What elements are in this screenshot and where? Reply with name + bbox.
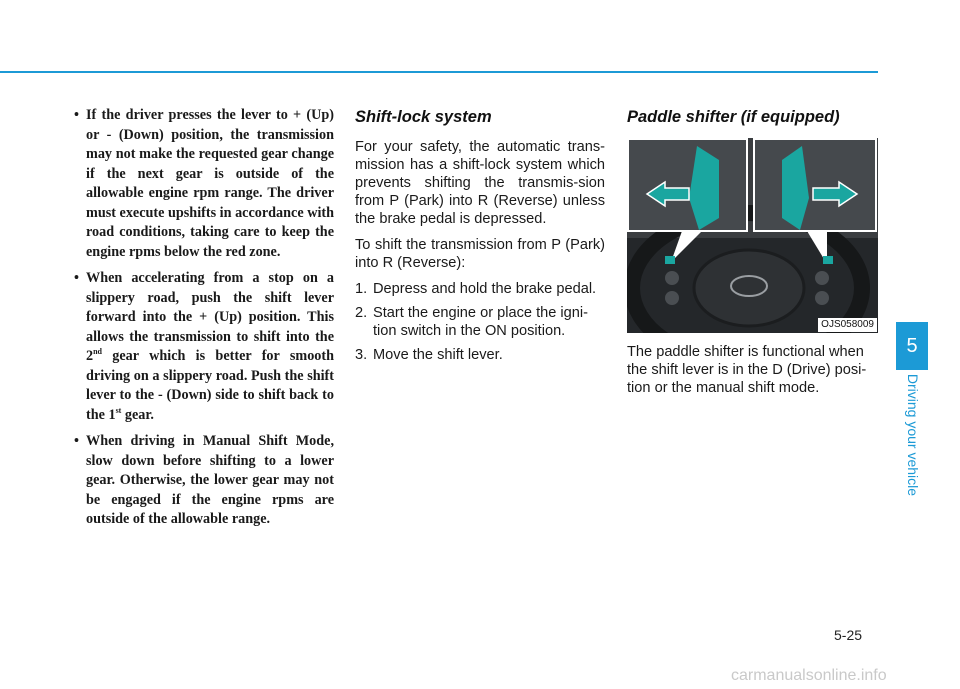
bullet-item [72, 269, 334, 425]
page-number: 5-25 [834, 627, 863, 643]
bullet-text: When driving in Manual Shift Mode, slow down before shifting to a lower gear. Otherwise, the lower gear may not be engaged if the engine rpms are outside of the allowable range. [86, 433, 334, 527]
step-number: 3. [355, 347, 368, 363]
step-text: Depress and hold the brake pedal. [373, 281, 597, 297]
bullet-text: gear which is better for smooth driving on a slippery road. Push the shift lever to the - (Down) side to shift back to the 1 [86, 348, 334, 423]
watermark: carmanualsonline.info [731, 667, 887, 684]
section-heading: Shift-lock system [355, 108, 492, 126]
chapter-title-vertical [903, 375, 923, 500]
bullet-text: gear. [121, 406, 154, 423]
bullet-text: When accelerating from a stop on a slippery road, push the shift lever forward into the + (Up) position. This allows the transmission to shift into the 2 [86, 270, 334, 364]
ordinal-suffix: st [115, 405, 122, 415]
section-heading: Paddle shifter (if equipped) [627, 108, 840, 126]
step-number: 1. [355, 281, 368, 297]
steering-wheel-illustration [627, 138, 878, 333]
chapter-tab: 5 [896, 322, 928, 370]
step-list [355, 280, 605, 364]
ordinal-suffix: nd [93, 347, 102, 356]
bullet-text: If the driver presses the lever to + (Up) or - (Down) position, the transmission may not make the requested gear change if the next gear is outside of the allowable engine rpm range. The driver must execute upshifts in accordance with road conditions, taking care to keep the engine rpms below the red zone. [86, 107, 334, 260]
column-middle [355, 106, 605, 370]
paragraph: The paddle shifter is functional when the shift lever is in the D (Drive) posi-tion or the manual shift mode. [627, 344, 867, 396]
step-item [355, 280, 605, 298]
figure-code: OJS058009 [818, 318, 877, 332]
bullet-list [72, 106, 334, 530]
step-number: 2. [355, 305, 368, 321]
header-rule [0, 71, 878, 73]
step-item [355, 304, 605, 340]
paddle-shifter-figure [627, 138, 878, 333]
column-right [627, 106, 878, 405]
bullet-item [72, 106, 334, 262]
step-item [355, 346, 605, 364]
column-left [72, 106, 334, 537]
chapter-title: Driving your vehicle [905, 373, 921, 497]
paragraph: For your safety, the automatic trans-mission has a shift-lock system which prevents shifting the transmis-sion from P (Park) into R (Reverse) unless the brake pedal is depressed. [355, 139, 605, 227]
bullet-item [72, 432, 334, 530]
step-text: Start the engine or place the igni-tion switch in the ON position. [373, 305, 588, 339]
step-text: Move the shift lever. [373, 347, 503, 363]
paragraph: To shift the transmission from P (Park) into R (Reverse): [355, 237, 605, 271]
